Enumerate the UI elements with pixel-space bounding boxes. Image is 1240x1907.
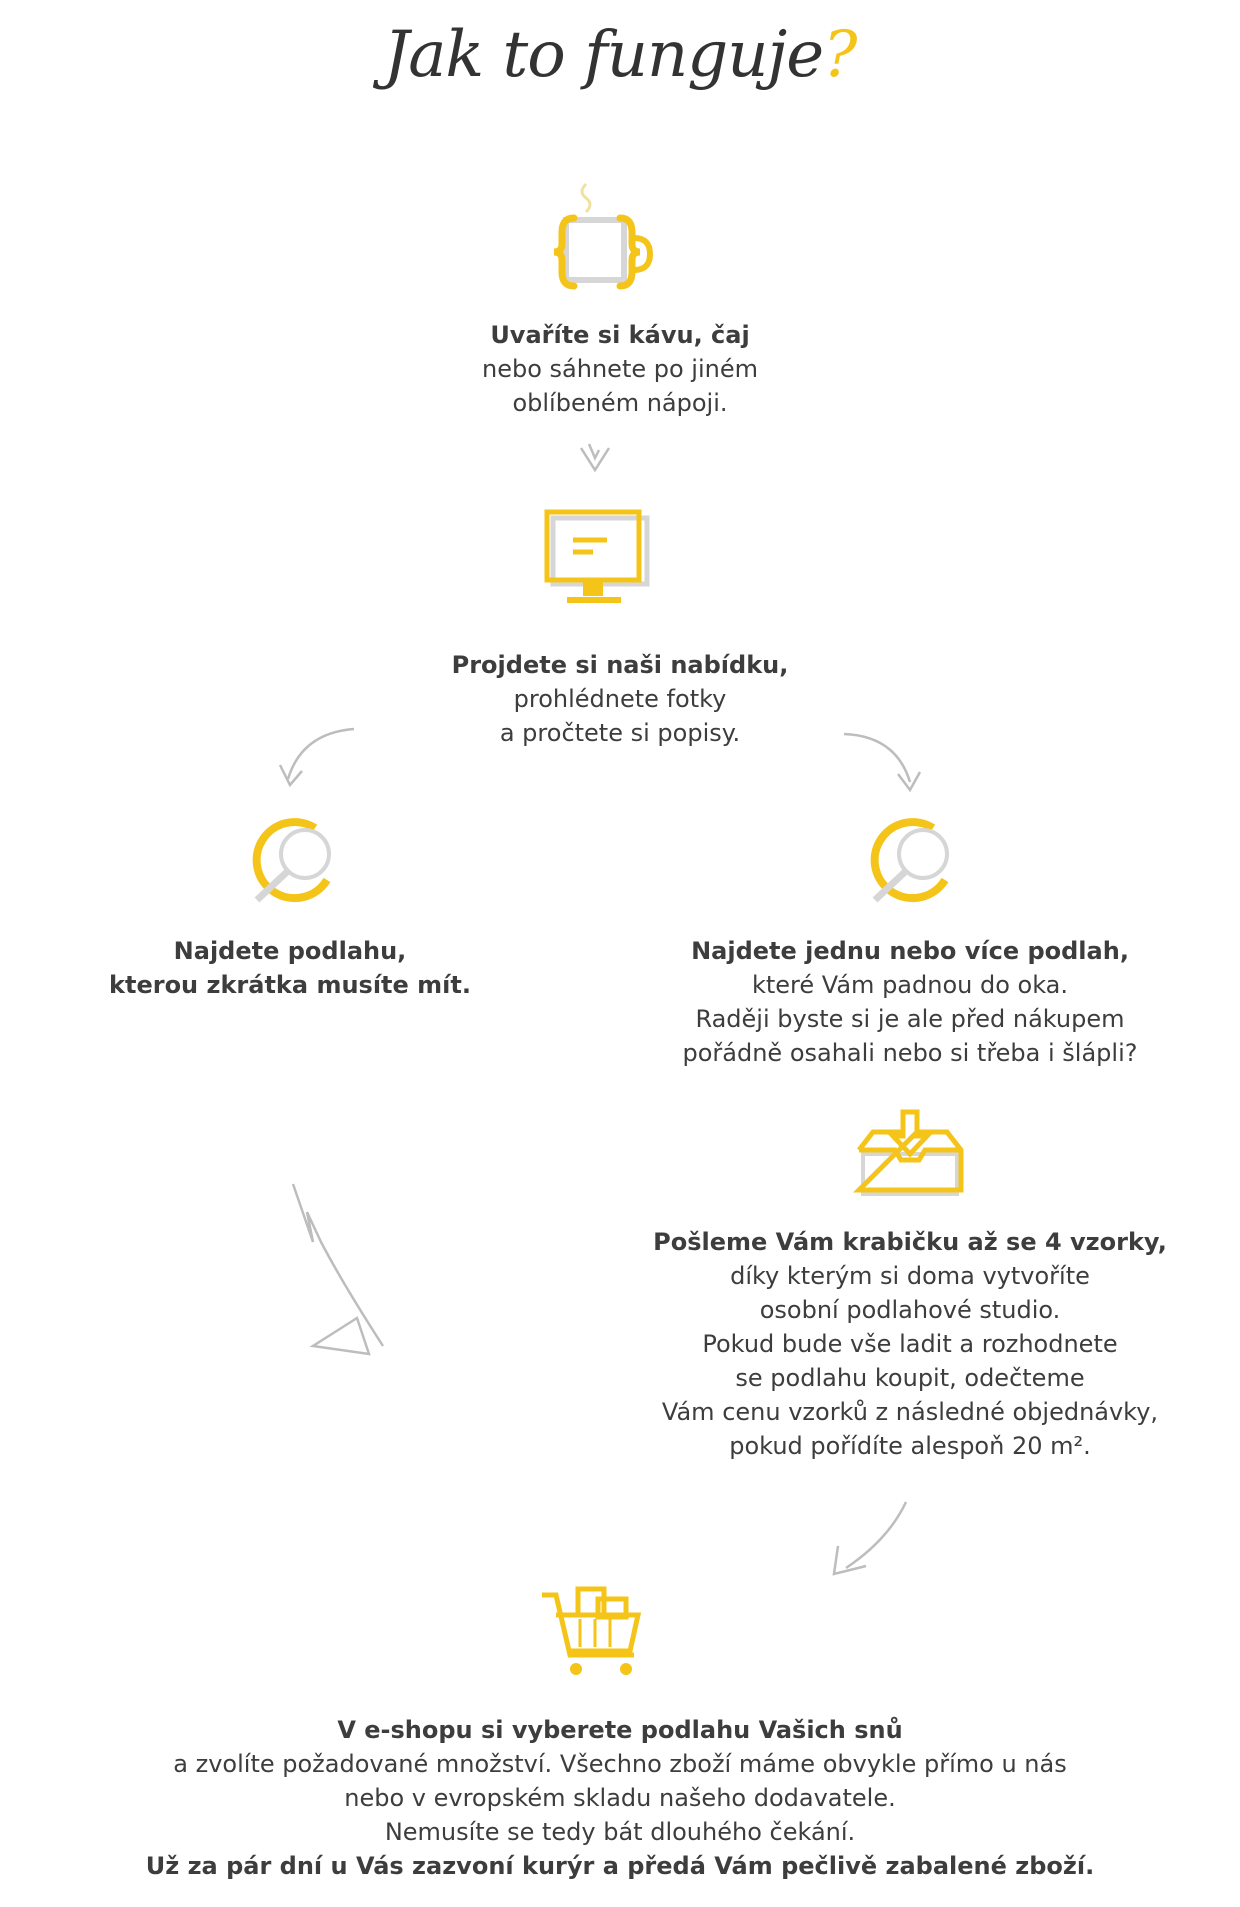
step-samples-line: Vám cenu vzorků z následné objednávky,	[661, 1398, 1159, 1426]
step-find-more-line: které Vám padnou do oka.	[751, 971, 1069, 999]
step-eshop	[120, 1713, 1120, 1883]
step-find-more-line: Raději byste si je ale před nákupem	[695, 1005, 1125, 1033]
step-eshop-closing: Už za pár dní u Vás zazvoní kurýr a předá Vám pečlivě zabalené zboží.	[145, 1852, 1095, 1880]
step-browse-line: a pročtete si popisy.	[499, 719, 741, 747]
monitor-icon	[545, 510, 650, 610]
step-eshop-line: nebo v evropském skladu našeho dodavatele.	[344, 1784, 896, 1812]
step-browse	[345, 648, 895, 750]
title-question-mark: ?	[823, 18, 857, 92]
step-eshop-line: a zvolíte požadované množství. Všechno zboží máme obvykle přímo u nás	[173, 1750, 1067, 1778]
step-browse-title: Projdete si naši nabídku,	[451, 651, 789, 679]
step-eshop-title: V e-shopu si vyberete podlahu Vašich snů	[337, 1716, 903, 1744]
step-find-one	[90, 934, 490, 1002]
arrow-down-icon	[575, 440, 615, 480]
step-find-more-title: Najdete jednu nebo více podlah,	[691, 937, 1129, 965]
box-download-icon	[855, 1110, 965, 1200]
step-find-one-title: Najdete podlahu,	[173, 937, 407, 965]
step-samples	[650, 1225, 1170, 1463]
step-samples-title: Pošleme Vám krabičku až se 4 vzorky,	[653, 1228, 1167, 1256]
coffee-cup-icon	[530, 180, 660, 300]
page-title	[0, 18, 1240, 92]
step-samples-line: se podlahu koupit, odečteme	[735, 1364, 1085, 1392]
step-eshop-line: Nemusíte se tedy bát dlouhého čekání.	[384, 1818, 856, 1846]
magnifier-icon	[245, 818, 345, 908]
step-samples-line: osobní podlahové studio.	[759, 1296, 1061, 1324]
magnifier-icon	[863, 818, 963, 908]
arrow-down-left-icon	[830, 1500, 910, 1580]
shopping-cart-icon	[540, 1585, 650, 1690]
step-coffee-line: oblíbeném nápoji.	[512, 389, 728, 417]
step-find-more	[660, 934, 1160, 1070]
step-samples-line: pokud pořídíte alespoň 20 m².	[729, 1432, 1091, 1460]
step-browse-line: prohlédnete fotky	[513, 685, 727, 713]
step-coffee-title: Uvaříte si kávu, čaj	[490, 321, 750, 349]
step-samples-line: Pokud bude vše ladit a rozhodnete	[702, 1330, 1118, 1358]
title-text: Jak to funguje	[383, 18, 824, 92]
step-coffee	[370, 318, 870, 420]
step-find-more-line: pořádně osahali nebo si třeba i šlápli?	[682, 1039, 1138, 1067]
step-find-one-title: kterou zkrátka musíte mít.	[109, 971, 471, 999]
arrow-zigzag-icon	[285, 1180, 405, 1355]
step-samples-line: díky kterým si doma vytvoříte	[730, 1262, 1090, 1290]
step-coffee-line: nebo sáhnete po jiném	[482, 355, 758, 383]
arrow-curved-left-icon	[280, 725, 360, 795]
arrow-curved-right-icon	[840, 728, 920, 798]
